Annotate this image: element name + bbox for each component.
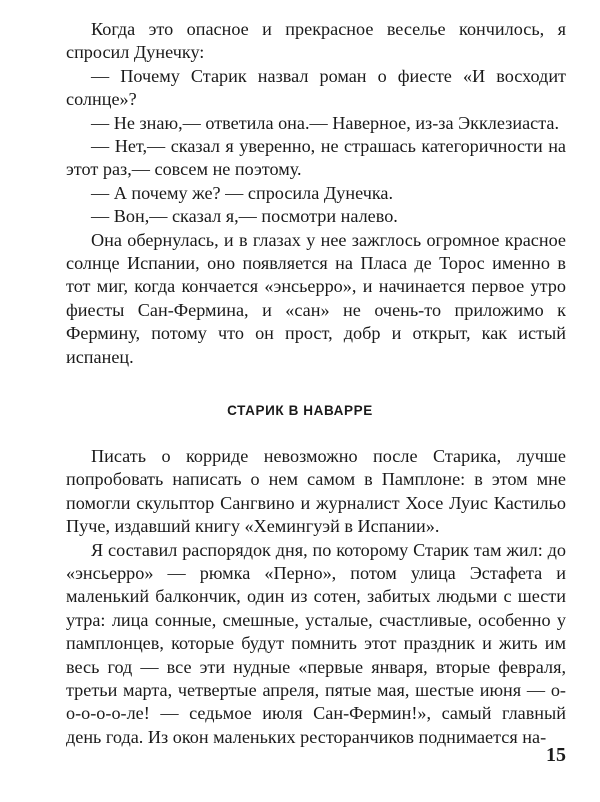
paragraph: — Нет,— сказал я уверенно, не страшась категоричности на этот раз,— совсем не поэтому.: [66, 136, 566, 180]
paragraph: Я составил распорядок дня, по которому Старик там жил: до «энсьерро» — рюмка «Перно», потом улица Эстафета и маленький балкончик, один из сотен, забитых людьми с шести утра: лица сонные, смешные, усталые, счастливые, особенно у памплонцев, которые будут помнить этот праздник и жить им весь год — все эти нудные «первые января, вторые февраля, третьи марта, четвертые апреля, пятые мая, шестые июня — о-о-о-о-о-ле! — седьмое июля Сан-Фермин!», самый главный день года. Из окон маленьких ресторанчиков поднимается на-: [66, 539, 566, 747]
paragraph: Она обернулась, и в глазах у нее зажглось огромное красное солнце Испании, оно появляется на Пласа де Торос именно в тот миг, когда кончается «энсьерро», и начинается первое утро фиесты Сан-Фермина, и «сан» не очень-то приложимо к Фермину, потому что он прост, добр и открыт, как истый испанец.: [66, 229, 566, 367]
section-heading: СТАРИК В НАВАРРЕ: [227, 403, 373, 418]
text-block-top: [66, 18, 566, 369]
paragraph: — А почему же? — спросила Дунечка.: [91, 182, 394, 203]
paragraph: — Не знаю,— ответила она.— Наверное, из-за Экклезиаста.: [91, 112, 560, 133]
paragraph: Писать о корриде невозможно после Старика, лучше попробовать написать о нем самом в Памплоне: в этом мне помогли скульптор Сангвино и журналист Хосе Луис Кастильо Пуче, издавший книгу «Хемингуэй в Испании».: [66, 446, 566, 537]
paragraph: Когда это опасное и прекрасное веселье кончилось, я спросил Дунечку:: [66, 19, 566, 63]
text-block-bottom: [66, 445, 566, 749]
page-number: 15: [546, 744, 566, 766]
paragraph: — Вон,— сказал я,— посмотри налево.: [91, 206, 398, 227]
paragraph: — Почему Старик назвал роман о фиесте «И восходит солнце»?: [66, 65, 566, 110]
